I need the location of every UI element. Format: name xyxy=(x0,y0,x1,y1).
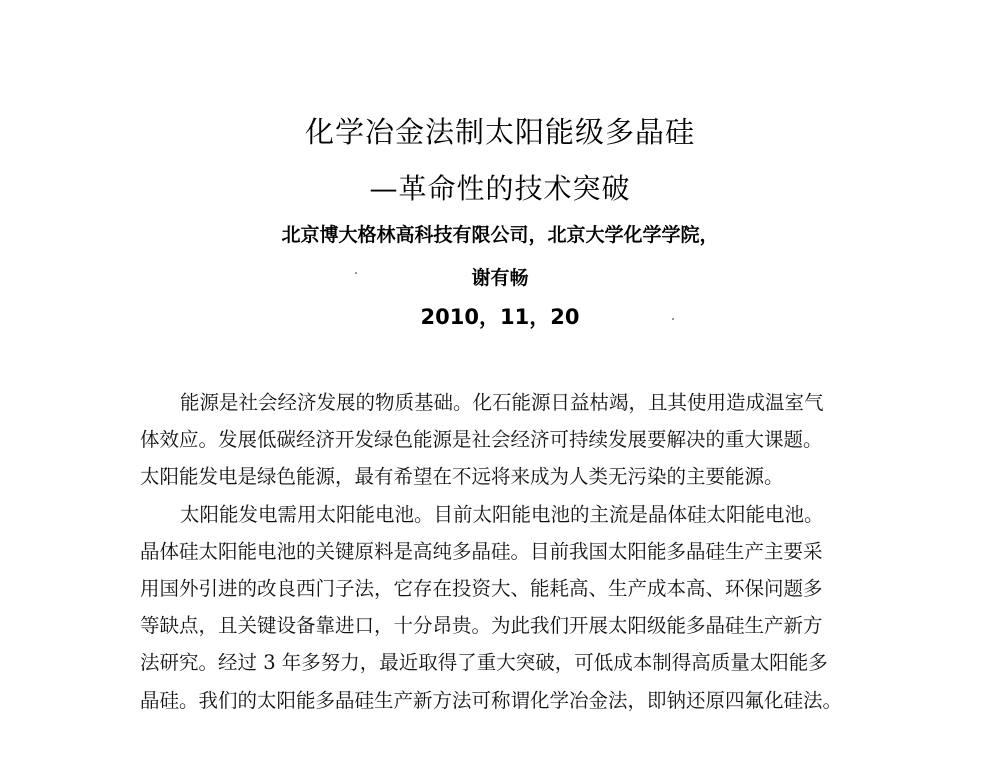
body-line: 晶体硅太阳能电池的关键原料是高纯多晶硅。目前我国太阳能多晶硅生产主要采 xyxy=(140,539,823,563)
scan-speck xyxy=(672,318,674,320)
body-line: 用国外引进的改良西门子法，它存在投资大、能耗高、生产成本高、环保问题多 xyxy=(140,576,823,600)
document-subtitle: —革命性的技术突破 xyxy=(369,172,631,205)
author-affiliation: 北京博大格林高科技有限公司，北京大学化学学院， xyxy=(281,224,719,246)
document-date: 2010，11，20 xyxy=(420,305,580,329)
body-line: 晶硅。我们的太阳能多晶硅生产新方法可称谓化学冶金法，即钠还原四氟化硅法。 xyxy=(140,688,843,712)
body-line: 太阳能发电需用太阳能电池。目前太阳能电池的主流是晶体硅太阳能电池。 xyxy=(180,502,824,526)
author-name: 谢有畅 xyxy=(471,267,529,289)
body-line: 法研究。经过 3 年多努力，最近取得了重大突破，可低成本制得高质量太阳能多 xyxy=(140,651,828,675)
document-title: 化学冶金法制太阳能级多晶硅 xyxy=(304,115,695,149)
scan-speck xyxy=(355,272,357,274)
body-line: 等缺点，且关键设备靠进口，十分昂贵。为此我们开展太阳级能多晶硅生产新方 xyxy=(140,614,823,638)
body-line: 太阳能发电是绿色能源，最有希望在不远将来成为人类无污染的主要能源。 xyxy=(140,465,784,489)
body-line: 体效应。发展低碳经济开发绿色能源是社会经济可持续发展要解决的重大课题。 xyxy=(140,428,823,452)
body-line: 能源是社会经济发展的物质基础。化石能源日益枯竭，且其使用造成温室气 xyxy=(180,391,824,414)
body-text xyxy=(140,384,860,719)
